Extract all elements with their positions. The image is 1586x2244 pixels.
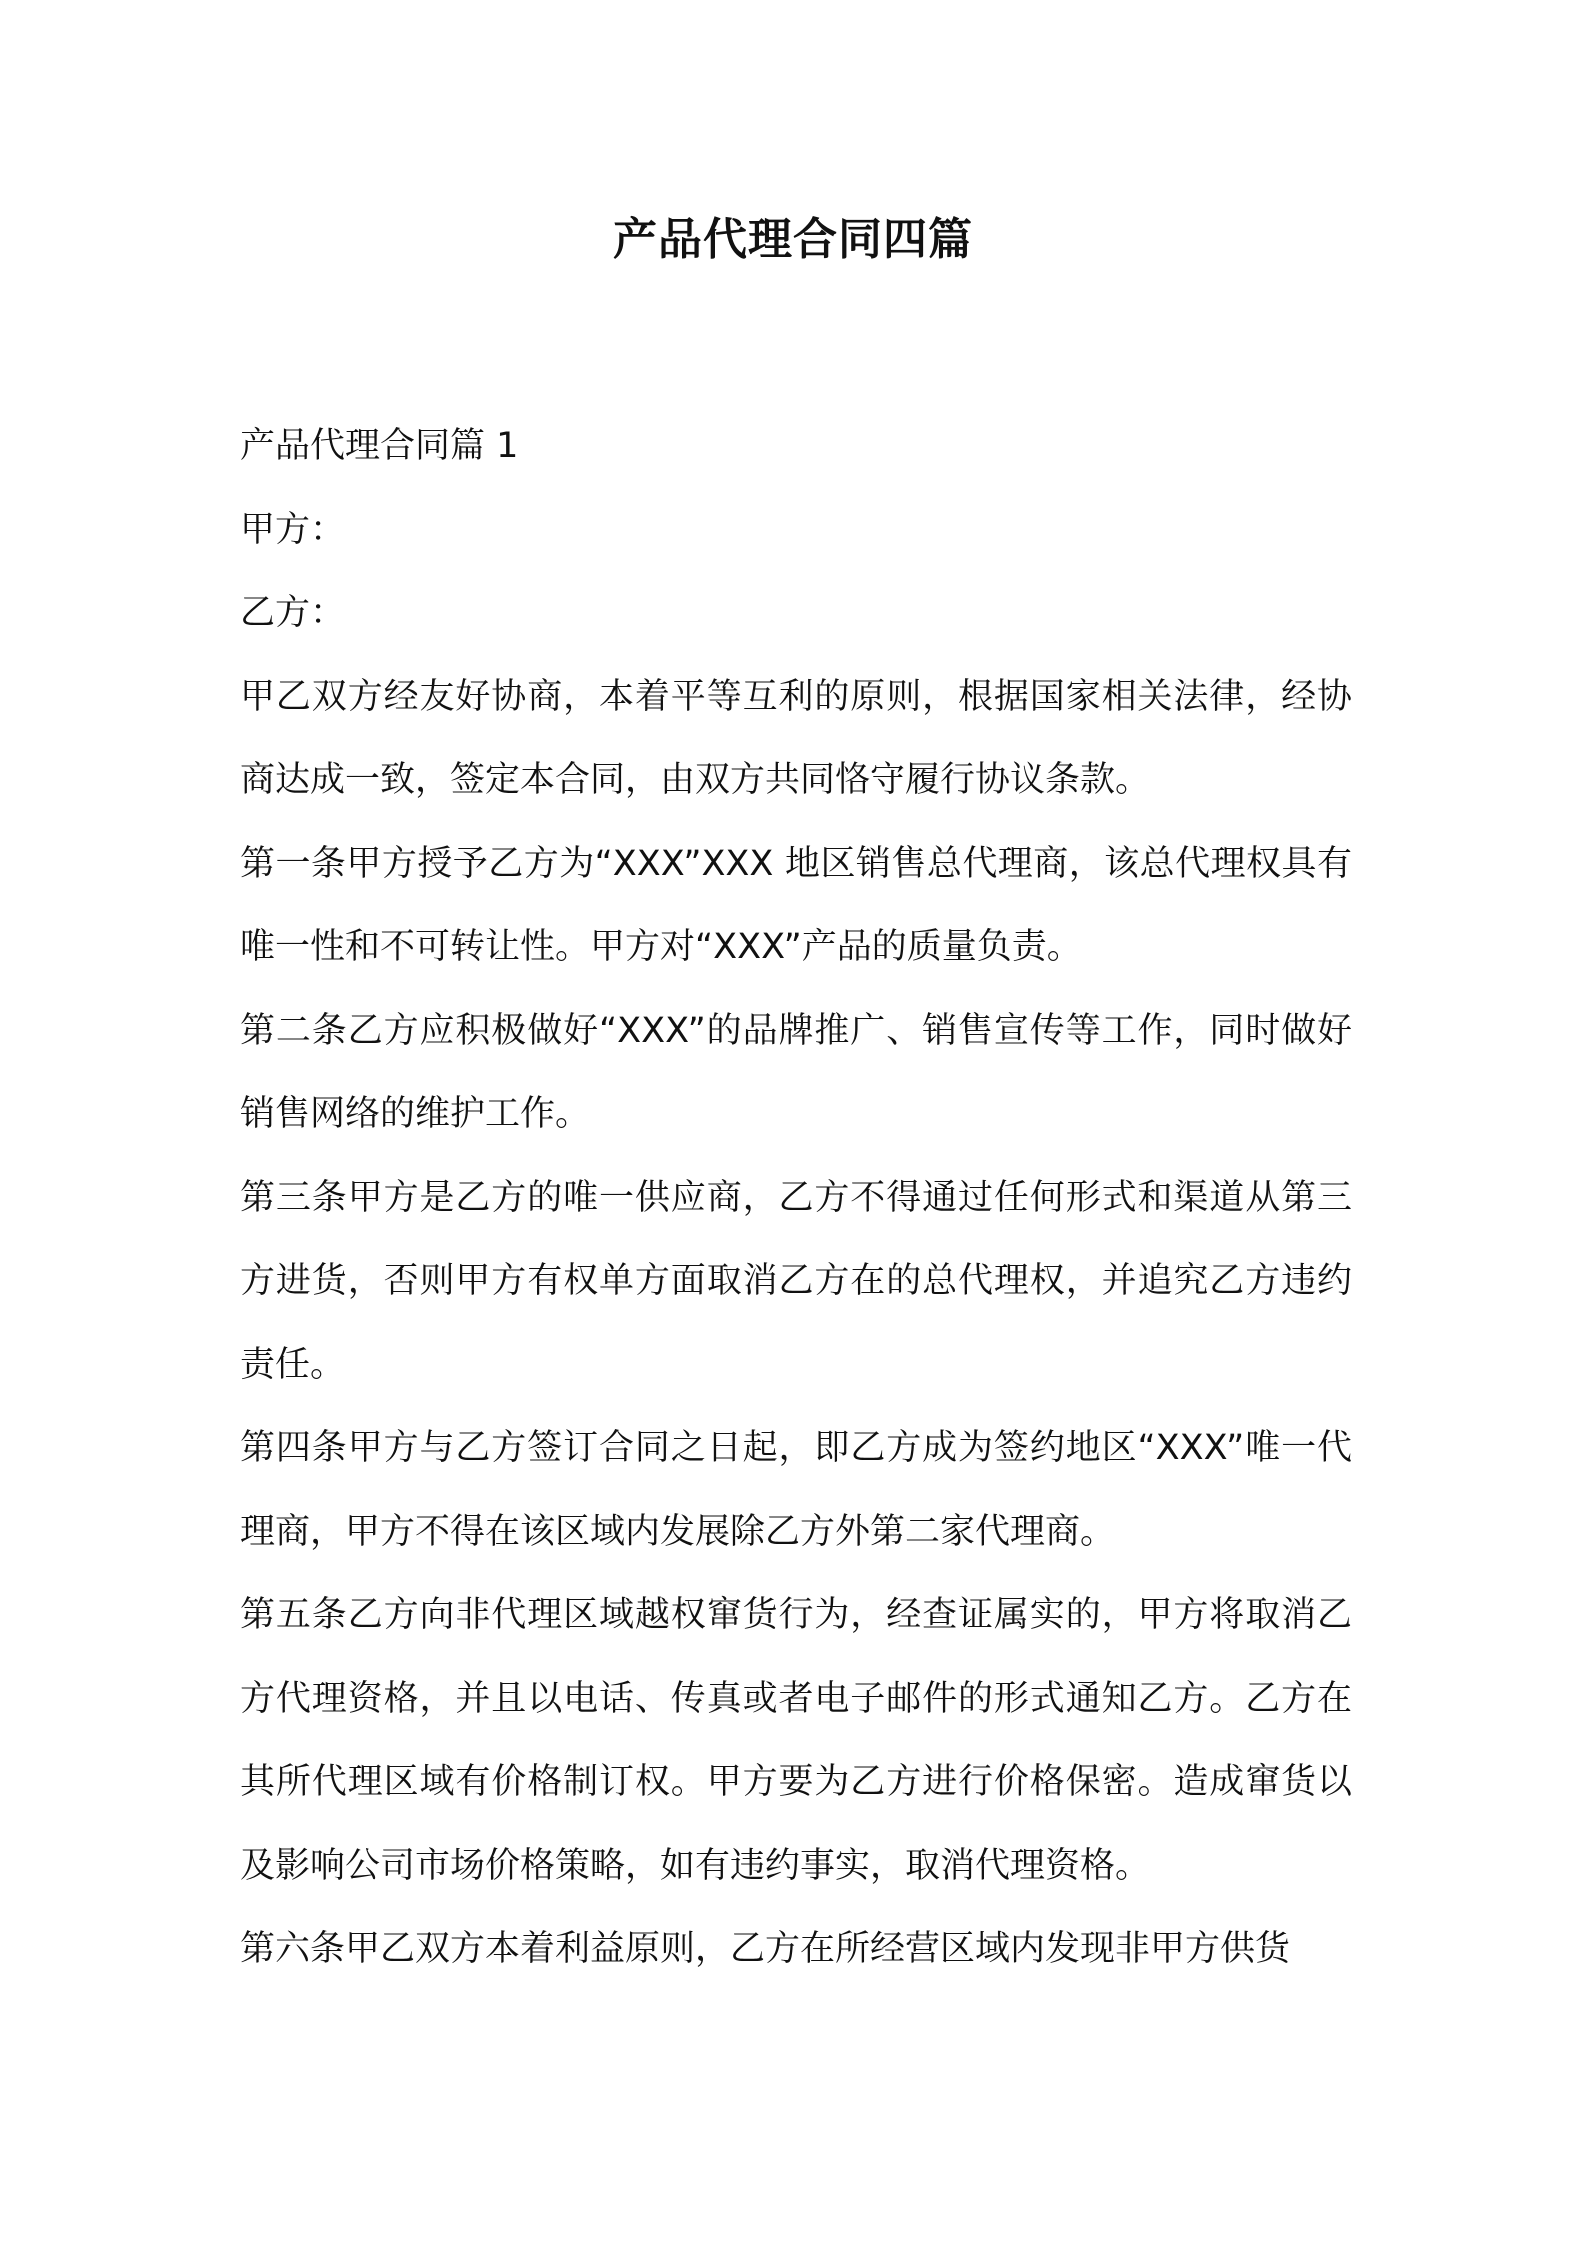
paragraph-article-3: 第三条甲方是乙方的唯一供应商，乙方不得通过任何形式和渠道从第三方进货，否则甲方有权单方面取消乙方在的总代理权，并追究乙方违约责任。 (240, 1177, 1352, 1385)
document-title: 产品代理合同四篇 (613, 214, 973, 265)
paragraph-article-5: 第五条乙方向非代理区域越权窜货行为，经查证属实的，甲方将取消乙方代理资格，并且以电话、传真或者电子邮件的形式通知乙方。乙方在其所代理区域有价格制订权。甲方要为乙方进行价格保密。造成窜货以及影响公司市场价格策略，如有违约事实，取消代理资格。 (240, 1595, 1352, 1886)
paragraph-article-1: 第一条甲方授予乙方为“XXX”XXX 地区销售总代理商，该总代理权具有唯一性和不可转让性。甲方对“XXX”产品的质量负责。 (240, 843, 1352, 967)
paragraph-article-2: 第二条乙方应积极做好“XXX”的品牌推广、销售宣传等工作，同时做好销售网络的维护工作。 (240, 1010, 1352, 1134)
document-body (240, 405, 1352, 1992)
paragraph-article-4: 第四条甲方与乙方签订合同之日起，即乙方成为签约地区“XXX”唯一代理商，甲方不得在该区域内发展除乙方外第二家代理商。 (240, 1428, 1352, 1552)
party-b-line: 乙方： (240, 593, 346, 633)
paragraph-article-6: 第六条甲乙双方本着利益原则，乙方在所经营区域内发现非甲方供货 (240, 1929, 1291, 1969)
party-a-line: 甲方： (240, 509, 346, 550)
paragraph-preamble: 甲乙双方经友好协商，本着平等互利的原则，根据国家相关法律，经协商达成一致，签定本合同，由双方共同恪守履行协议条款。 (240, 676, 1352, 800)
section-heading: 产品代理合同篇 1 (240, 426, 519, 466)
